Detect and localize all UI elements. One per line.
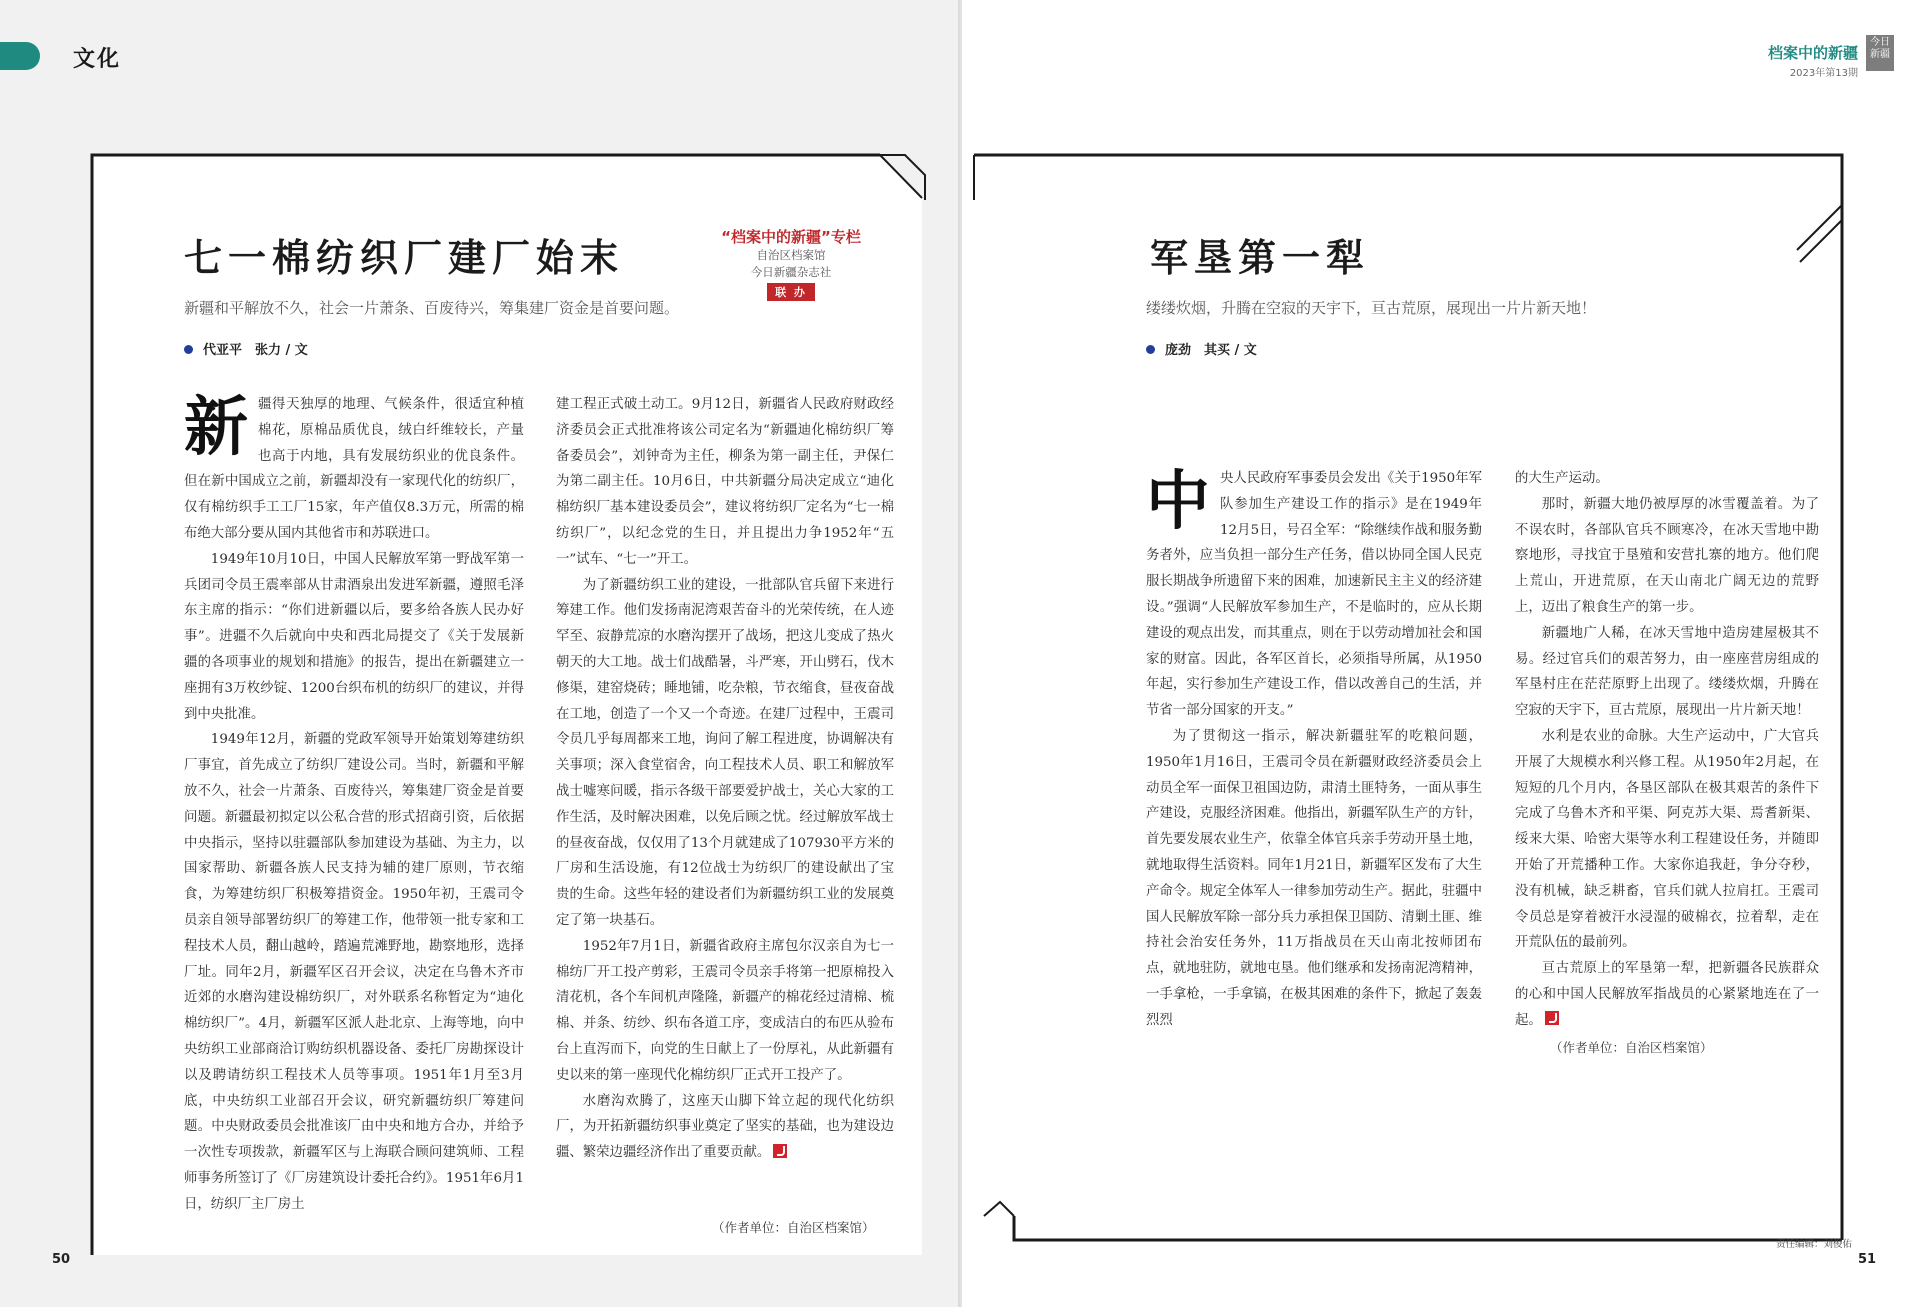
right-article-subtitle: 缕缕炊烟，升腾在空寂的天宇下，亘古荒原，展现出一片片新天地！ xyxy=(1146,299,1597,317)
right-dropcap: 中 xyxy=(1146,464,1210,539)
right-byline-text: 庞劲 其买 / 文 xyxy=(1165,343,1257,358)
right-col2-para-1: 的大生产运动。 xyxy=(1515,471,1609,486)
left-col1-para-3: 1949年12月，新疆的党政军领导开始策划筹建纺织厂事宜，首先成立了纺织厂建设公司。当时，新疆和平解放不久，社会一片萧条、百废待兴，筹集建厂资金是首要问题。新疆最初拟定以公私合营的形式招商引资，后依据中央指示，坚持以驻疆部队参加建设为基础、为主力，以国家帮助、新疆各族人民支持为辅的建厂原则，节衣缩食，为筹建纺织厂积极筹措资金。1950年初，王震司令员亲自领导部署纺织厂的筹建工作，他带领一批专家和工程技术人员，翻山越岭，踏遍荒滩野地，勘察地形，选择厂址。同年2月，新疆军区召开会议，决定在乌鲁木齐市近郊的水磨沟建设棉纺织厂，对外联系名称暂定为“迪化棉纺织厂”。4月，新疆军区派人赴北京、上海等地，向中央纺织工业部商洽订购纺织机器设备、委托厂房勘探设计以及聘请纺织工程技术人员等事项。1951年1月至3月底，中央纺织工业部召开会议，研究新疆纺织厂筹建问题。中央财政委员会批准该厂由中央和地方合办，并给予一次性专项拨款，新疆军区与上海联合顾问建筑师、工程师事务所签订了《厂房建筑设计委托合约》。1951年6月1日，纺织厂主厂房土 xyxy=(184,732,524,1212)
left-col1-para-1-text: 疆得天独厚的地理、气候条件，很适宜种植棉花，原棉品质优良，绒白纤维较长，产量也高于内地，具有发展纺织业的优良条件。但在新中国成立之前，新疆却没有一家现代化的纺织厂，仅有棉纺织手工工厂15家，年产值仅8.3万元，所需的棉布绝大部分要从国内其他省市和苏联进口。 xyxy=(184,397,524,541)
left-byline-text: 代亚平 张力 / 文 xyxy=(203,343,308,358)
right-page-number: 51 xyxy=(1858,1252,1877,1267)
byline-dot-icon xyxy=(184,345,193,354)
column-badge-tag: 联 办 xyxy=(767,283,815,301)
left-col2-para-1: 建工程正式破土动工。9月12日，新疆省人民政府财政经济委员会正式批准将该公司定名为“新疆迪化棉纺织厂筹备委员会”，刘钟奇为主任，柳条为第一副主任，尹保仁为第二副主任。10月6日，中共新疆分局决定成立“迪化棉纺织厂基本建设委员会”，建议将纺织厂定名为“七一棉纺织厂”，以纪念党的生日，并且提出力争1952年“五一”试车、“七一”开工。 xyxy=(556,397,894,567)
left-col2-para-3: 1952年7月1日，新疆省政府主席包尔汉亲自为七一棉纺厂开工投产剪彩，王震司令员亲手将第一把原棉投入清花机，各个车间机声隆隆，新疆产的棉花经过清棉、梳棉、并条、纺纱、织布各道工序，变成洁白的布匹从验布台上直泻而下，向党的生日献上了一份厚礼，从此新疆有史以来的第一座现代化棉纺织厂正式开工投产了。 xyxy=(556,938,894,1083)
left-col2-para-4-text: 水磨沟欢腾了，这座天山脚下耸立起的现代化纺织厂，为开拓新疆纺织事业奠定了坚实的基础，也为建设边疆、繁荣边疆经济作出了重要贡献。 xyxy=(556,1093,894,1161)
column-badge-org2: 今日新疆杂志社 xyxy=(750,265,832,279)
section-label: 文化 xyxy=(73,47,122,72)
right-col2-para-4: 水利是农业的命脉。大生产运动中，广大官兵开展了大规模水利兴修工程。从1950年2月起，在短短的几个月内，各垦区部队在极其艰苦的条件下完成了乌鲁木齐和平渠、阿克苏大渠、焉耆新渠、绥来大渠、哈密大渠等水利工程建设任务，并随即开始了开荒播种工作。大家你追我赶，争分夺秒，没有机械，缺乏耕畜，官兵们就人拉肩扛。王震司令员总是穿着被汗水浸湿的破棉衣，拉着犁，走在开荒队伍的最前列。 xyxy=(1515,728,1819,951)
left-dropcap: 新 xyxy=(184,390,248,465)
end-mark-icon xyxy=(1545,1011,1559,1025)
right-article-title: 军垦第一犁 xyxy=(1150,235,1371,280)
column-badge-org1: 自治区档案馆 xyxy=(756,248,826,262)
magazine-logo: 今日新疆 xyxy=(1866,35,1894,71)
left-article-column-1 xyxy=(184,392,524,1218)
left-author-unit: （作者单位：自治区档案馆） xyxy=(712,1220,875,1235)
left-article-column-2 xyxy=(556,392,894,1166)
byline-dot-icon xyxy=(1146,345,1155,354)
left-col2-para-2: 为了新疆纺织工业的建设，一批部队官兵留下来进行筹建工作。他们发扬南泥湾艰苦奋斗的光荣传统，在人迹罕至、寂静荒凉的水磨沟摆开了战场，把这儿变成了热火朝天的大工地。战士们战酷暑，斗严寒，开山劈石，伐木修渠，建窑烧砖；睡地铺，吃杂粮，节衣缩食，昼夜奋战在工地，创造了一个又一个奇迹。在建厂过程中，王震司令员几乎每周都来工地，询问了解工程进度，协调解决有关事项；深入食堂宿舍，向工程技术人员、职工和解放军战士嘘寒问暖，指示各级干部要爱护战士，关心大家的工作生活，及时解决困难，以免后顾之忧。经过解放军战士的昼夜奋战，仅仅用了13个月就建成了107930平方米的厂房和生活设施，有12位战士为纺织厂的建设献出了宝贵的生命。这些年轻的建设者们为新疆纺织工业的发展奠定了第一块基石。 xyxy=(556,577,894,928)
editor-credit: 责任编辑：刘俊佑 xyxy=(1776,1239,1853,1250)
left-article-byline xyxy=(184,339,308,358)
right-col1-para-2: 为了贯彻这一指示，解决新疆驻军的吃粮问题，1950年1月16日，王震司令员在新疆财政经济委员会上动员全军一面保卫祖国边防，肃清土匪特务，一面从事生产建设，克服经济困难。他指出，新疆军队生产的方针，首先要发展农业生产，依靠全体官兵亲手劳动开垦土地，就地取得生活资料。同年1月21日，新疆军区发布了大生产命令。规定全体军人一律参加劳动生产。据此，驻疆中国人民解放军除一部分兵力承担保卫国防、清剿土匪、维持社会治安任务外，11万指战员在天山南北按师团布点，就地驻防，就地屯垦。他们继承和发扬南泥湾精神，一手拿枪，一手拿镐，在极其困难的条件下，掀起了轰轰烈烈 xyxy=(1146,728,1482,1028)
right-frame-corner-lower xyxy=(984,1202,1014,1216)
magazine-issue: 2023年第13期 xyxy=(1789,68,1858,79)
left-col1-para-1 xyxy=(184,392,524,547)
left-article-title: 七一棉纺织厂建厂始末 xyxy=(184,235,625,280)
magazine-column-title: 档案中的新疆 xyxy=(1767,44,1858,62)
right-page xyxy=(962,0,1920,1307)
right-article-column-2 xyxy=(1515,466,1819,1034)
left-col2-para-4 xyxy=(556,1089,894,1166)
right-col2-para-5-text: 亘古荒原上的军垦第一犁，把新疆各民族群众的心和中国人民解放军指战员的心紧紧地连在了一起。 xyxy=(1515,961,1819,1028)
left-col1-para-2: 1949年10月10日，中国人民解放军第一野战军第一兵团司令员王震率部从甘肃酒泉出发进军新疆，遵照毛泽东主席的指示：“你们进新疆以后，要多给各族人民办好事”。进疆不久后就向中央和西北局提交了《关于发展新疆的各项事业的规划和措施》的报告，提出在新疆建立一座拥有3万枚纱锭、1200台织布机的纺织厂的建议，并得到中央批准。 xyxy=(184,551,524,722)
column-badge-name: “档案中的新疆”专栏 xyxy=(721,228,861,246)
right-col2-para-5 xyxy=(1515,956,1819,1033)
left-article-subtitle: 新疆和平解放不久，社会一片萧条、百废待兴，筹集建厂资金是首要问题。 xyxy=(184,299,680,317)
right-frame-border-bottom xyxy=(1014,1216,1842,1240)
right-article-byline xyxy=(1146,339,1257,358)
left-page-number: 50 xyxy=(52,1252,71,1267)
right-col1-para-1 xyxy=(1146,466,1482,724)
right-col2-para-2: 那时，新疆大地仍被厚厚的冰雪覆盖着。为了不误农时，各部队官兵不顾寒冷，在冰天雪地中勘察地形，寻找宜于垦殖和安营扎寨的地方。他们爬上荒山，开进荒原，在天山南北广阔无边的荒野上，迈出了粮食生产的第一步。 xyxy=(1515,496,1819,615)
right-author-unit: （作者单位：自治区档案馆） xyxy=(1550,1040,1713,1055)
right-col1-para-1-text: 央人民政府军事委员会发出《关于1950年军队参加生产建设工作的指示》是在1949年12月5日，号召全军：“除继续作战和服务勤务者外，应当负担一部分生产任务，借以协同全国人民克服长期战争所遗留下来的困难，加速新民主主义的经济建设。”强调“人民解放军参加生产，不是临时的，应从长期建设的观点出发，而其重点，则在于以劳动增加社会和国家的财富。因此，各军区首长，必须指导所属，从1950年起，实行参加生产建设工作，借以改善自己的生活，并节省一部分国家的开支。” xyxy=(1146,471,1482,719)
end-mark-icon xyxy=(773,1144,787,1158)
right-col2-para-3: 新疆地广人稀，在冰天雪地中造房建屋极其不易。经过官兵们的艰苦努力，由一座座营房组成的军垦村庄在茫茫原野上出现了。缕缕炊烟，升腾在空寂的天宇下，亘古荒原，展现出一片片新天地！ xyxy=(1515,625,1819,719)
column-badge xyxy=(706,226,876,301)
right-article-column-1 xyxy=(1146,466,1482,1034)
